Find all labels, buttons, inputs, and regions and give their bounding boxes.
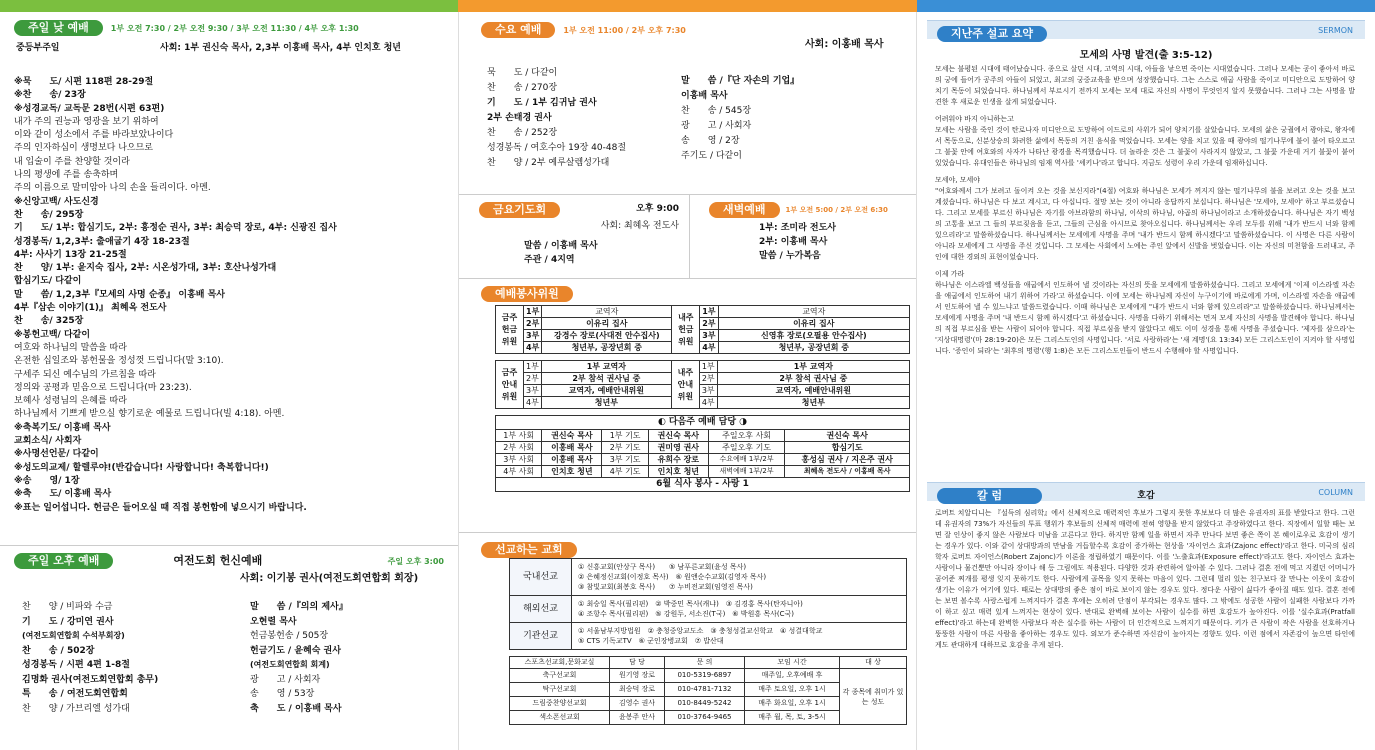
order-line: 내가 주의 권능과 영광을 보기 위하여 [14, 116, 159, 127]
dawn-worship-title: 새벽예배 [709, 202, 780, 218]
order-line: ※축복기도/ 이홍배 목사 [14, 422, 111, 433]
mission-table: 국내선교 ① 신흥교회(안상구 목사) ⑤ 남푸른교회(윤성 목사) ② 은혜정신교회(이정호 목사) ⑥ 원앤순수교회(김영자 목사) ③ 참빛교회(최봉호 목사) ⑦ 누비전교회(임영진 목사) 해외선교 ① 최승일 목사(필리핀) ② 박중민 목사(캐냐) ③ 김경홍 목사(탄자니아) ④ 조항수 목사(필리핀) ⑤ 강원두, 서소진(T국) ⑥ 박원흥 목사(C국) 기관선교 ① 서울남부지방법원 ② 충청중앙교도소 ③ 충청성결교신학교 ④ 성결대학교 ⑤ CTS 기독교TV ⑥ 군인장병교회 ⑦ 밥산대 [509, 558, 907, 650]
guide-table: 금주 안내 위원 1부 1부 교역자 내주 안내 위원 1부 1부 교역자 2부 2부 참석 권사님 중 2부 2부 참석 권사님 중 3부 교역자, 예배안내위원 3부 교역자, 예배안내위원 4부 청년부 4부 청년부 [495, 360, 910, 409]
sermon-title: 지난주 설교 요약 [937, 26, 1047, 42]
afternoon-line: 헌금봉헌송 / 505장 [250, 631, 329, 641]
afternoon-line: 축 도 / 이홍배 목사 [250, 703, 342, 714]
afternoon-line: 찬 양 / 비파와 수금 [22, 602, 113, 612]
afternoon-line: (여전도회연합회 회계) [250, 660, 330, 669]
afternoon-worship-name: 여전도회 헌신예배 [173, 554, 263, 568]
afternoon-line: 헌금기도 / 윤혜숙 권사 [250, 645, 341, 656]
sunday-worship-title: 주일 낮 예배 [14, 20, 103, 36]
volunteer-title: 예배봉사위원 [481, 286, 573, 302]
order-line: ※표는 일어섭니다. 헌금은 들어오실 때 직접 봉헌함에 넣으시기 바랍니다. [14, 502, 307, 513]
afternoon-line: 송 영 / 53장 [250, 689, 315, 699]
wed-line: 찬 송 / 545장 [681, 106, 752, 116]
order-line: 합심기도/ 다같이 [14, 276, 82, 287]
afternoon-line: 찬 송 / 502장 [22, 645, 95, 656]
dawn-worship-block [709, 202, 909, 263]
wed-line: 송 영 / 2장 [681, 136, 740, 146]
afternoon-line: (여전도회연합회 수석부회장) [22, 631, 125, 640]
dawn-line: 말씀 / 누가복음 [759, 251, 821, 261]
sunday-leaders: 사회: 1부 권신숙 목사, 2,3부 이홍배 목사, 4부 인치호 청년 [160, 43, 401, 53]
order-line: ※묵 도/ 시편 118편 28-29절 [14, 77, 154, 87]
order-line: 4부『삼손 이야기(1)』 최혜옥 전도사 [14, 303, 167, 314]
afternoon-line: 성경봉독 / 시편 4편 1-8절 [22, 660, 130, 670]
afternoon-worship-time: 주일 오후 3:00 [387, 556, 444, 566]
order-line: 이와 같이 성소에서 주를 바라보았나이다 [14, 130, 174, 141]
order-line: ※찬 송/ 23장 [14, 90, 86, 101]
wednesday-left-list [487, 66, 626, 171]
sunday-worship-column [0, 12, 458, 750]
order-line: 4부: 사사기 13장 21-25절 [14, 249, 127, 260]
wed-line: 찬 송 / 252장 [487, 128, 558, 138]
afternoon-line: 기 도 / 강미연 권사 [22, 616, 114, 627]
order-line: 주의 인자하심이 생명보다 나으므로 [14, 143, 153, 154]
mission-title: 선교하는 교회 [481, 542, 577, 558]
wednesday-leader: 사회: 이홍배 목사 [805, 39, 884, 50]
sunday-heading: 중등부주일 [16, 43, 60, 53]
sermon-paragraph: 모세는 사람을 죽인 것이 탄로나자 미디안으로 도망하여 이드로의 사위가 되어 양치기를 살았습니다. 모세의 삶은 궁궐에서 광야로, 왕자에서 목동으로, 신분상승의 화려한 삶에서 목동의 거친 음식을 먹었습니다. 모세는 양을 치고 있을 때 광야의 떨기나무에 불이 붙어 타오르고 그 불꽃 안에 여호와의 사자가 나타난 광경을 목격했습니다. 더 놀라운 것은 그 불꽃이 사라지지 않았고, 그 불꽃 가운데 거기 불꽃이 붙어 있었습니다. 유대인들은 하나님의 임재 역사를 '셰키나'라고 합니다. 지금도 성령이 우리 가운데 임재하십니다. [935, 126, 1355, 167]
order-line: 교회소식/ 사회자 [14, 436, 82, 447]
wednesday-worship-title: 수요 예배 [481, 22, 555, 38]
order-line: 기 도/ 1부: 합심기도, 2부: 홍정순 권사, 3부: 최승덕 장로, 4부: 신광진 집사 [14, 223, 337, 234]
order-line: 구세주 되신 예수님의 가르침을 따라 [14, 369, 156, 380]
afternoon-worship-title: 주일 오후 예배 [14, 553, 113, 569]
order-line: 말 씀/ 1,2,3부『모세의 사명 순종』 이홍배 목사 [14, 289, 225, 300]
weekday-worship-column [458, 12, 917, 750]
next-week-title: ◐ 다음주 예배 담당 ◑ [496, 416, 910, 430]
dawn-worship-time: 1부 오전 5:00 / 2부 오전 6:30 [785, 206, 888, 214]
afternoon-line: 김명화 권사(여전도회연합회 총무) [22, 674, 159, 685]
order-line: 찬 양/ 1부: 윤지숙 집사, 2부: 시온성가대, 3부: 호산나성가대 [14, 263, 277, 274]
sermon-paragraph: "여호와께서 그가 보려고 돌이켜 오는 것을 보신지라"(4절) 여호와 하나님은 모세가 꺼지지 않는 떨기나무의 불을 보려고 오는 것을 보고 계셨습니다. 하나님은 다 보고 계시고, 다 아십니다. 절망 보는 것이 아니라 응답까지 보십니다. 하나님은 '모세야, 모세야' 하고 부르셨습니다. 그리고 모세를 부르신 하나님은 자기를 아브라함의 하나님, 이삭의 하나님, 야곱의 하나님이라고 소개하셨습니다. 하나님은 자기 백성의 고통을 보고 그 들의 부르짖음을 듣고, 그들의 근심을 아시므로 찾아오십니다. 하나님께서는 우리 모두를 위해 '내가 반드시 너와 함께 있으리라'고 말씀하셨습니다. 하나님께서는 모세에게 사명을 주며 '내가 반드시 함께 하시겠다'고 말씀하셨습니다. 이 사명은 다른 사람이 아니라 모세에게 그 사명을 주신 것입니다. 그 모세는 사회에서 노예는 주인 앞에서 신발을 벗었습니다. 이는 자신의 미천함을 드러내고, 주인에 대한 경외의 표현이었습니다. [935, 187, 1355, 261]
wed-line: 2부 손태경 권사 [487, 113, 552, 123]
sermon-subheading: 이제 가라 [935, 270, 965, 278]
column-title: 칼 럼 [937, 488, 1042, 504]
order-line: ※사명선언문/ 다같이 [14, 449, 99, 460]
order-line: 성경봉독/ 1,2,3부: 출애굽기 4장 18-23절 [14, 236, 190, 247]
order-line: 하나님께서 기쁘게 받으실 향기로운 예물로 드립니다(빌 4:18). 아멘. [14, 409, 285, 420]
meal-service-note: 6월 식사 봉사 - 사랑 1 [496, 478, 910, 492]
sports-table: 스포츠선교회,문화교실 담 당 문 의 모임 시간 대 상 축구선교회 원기영 장로 010-5319-6897 매주일, 오후예배 후 각 종목에 취미가 있는 성도 탁구선교회 최승덕 장로 010-4781-7132 매주 토요일, 오후 1시 드림중찬양선교회 김영수 권사 010-8449-5242 매주 화요일, 오후 1시 색소폰선교회 윤봉주 안사 010-3764-9465 매주 월, 목, 토, 3-5시 [509, 656, 907, 725]
sermon-heading: 모세의 사명 발견(출 3:5-12) [1079, 50, 1213, 61]
wed-line: 광 고 / 사회자 [681, 121, 752, 131]
order-line: ※신앙고백/ 사도신경 [14, 196, 99, 207]
wed-line: 묵 도 / 다같이 [487, 68, 558, 78]
friday-prayer-title: 금요기도회 [479, 202, 560, 218]
friday-line: 주관 / 4지역 [524, 255, 575, 266]
sermon-body [935, 64, 1355, 469]
next-week-table: ◐ 다음주 예배 담당 ◑ 1부 사회 권신숙 목사 1부 기도 권신숙 목사 주일오후 사회 권신숙 목사 2부 사회 이홍배 목사 2부 기도 권미영 권사 주일오후 기도 합심기도 3부 사회 이홍배 목사 3부 기도 유희수 장로 수요예배 1부/2부 홍성심 권사 / 지은주 권사 4부 사회 인치호 청년 4부 기도 인치호 청년 새벽예배 1부/2부 최혜옥 전도사 / 이홍배 목사 6월 식사 봉사 - 사랑 1 [495, 415, 910, 492]
order-line: 찬 송/ 295장 [14, 209, 84, 220]
wed-line: 성경봉독 / 여호수아 19장 40-48절 [487, 143, 627, 153]
dawn-line: 2부: 이홍배 목사 [759, 237, 828, 247]
sunday-worship-times: 1부 오전 7:30 / 2부 오전 9:30 / 3부 오전 11:30 / 4부 오후 1:30 [110, 23, 359, 33]
sermon-subheading: 어려워야 바지 아니하는고 [935, 115, 1014, 123]
wed-line: 기 도 / 1부 김귀남 권사 [487, 98, 597, 108]
top-color-band [0, 0, 1375, 12]
friday-line: 말씀 / 이홍배 목사 [524, 241, 598, 252]
sermon-en-label: SERMON [1318, 26, 1353, 35]
sunday-order-list [14, 76, 337, 515]
afternoon-line: 말 씀 /『의의 제사』 [250, 602, 348, 612]
order-line: 보혜사 성령님의 은혜를 따라 [14, 396, 127, 407]
afternoon-leader: 사회: 이기봉 권사(여전도회연합회 회장) [240, 573, 419, 584]
order-line: ※성도의교제/ 할렐루야!(반갑습니다! 사랑합니다! 축복합니다!) [14, 462, 269, 473]
sermon-subheading: 모세야, 모세야 [935, 176, 981, 184]
afternoon-line: 특 송 / 여전도회연합회 [22, 689, 128, 699]
column-heading: 호감 [1137, 491, 1155, 501]
afternoon-right-list [250, 600, 348, 716]
wednesday-right-list [681, 74, 799, 164]
order-line: 여호와 하나님의 말씀을 따라 [14, 342, 127, 353]
order-line: ※축 도/ 이홍배 목사 [14, 489, 112, 500]
order-line: 내 입술이 주를 찬양할 것이라 [14, 156, 130, 167]
order-line: ※봉헌고백/ 다같이 [14, 329, 91, 340]
friday-prayer-leader: 사회: 최혜옥 전도사 [600, 221, 679, 231]
order-line: 온전한 십일조와 봉헌물을 정성껏 드립니다(말 3:10). [14, 356, 224, 367]
friday-prayer-block [479, 202, 679, 267]
volunteer-table: 금주 헌금 위원 1부 교역자 내주 헌금 위원 1부 교역자 2부 이유리 집사 2부 이유리 집사 3부 강경수 장로(사대전 안수집사) 3부 신영휴 장로(오필용 안수집사) 4부 청년부, 공장년회 중 4부 청년부, 공장년회 중 [495, 305, 910, 354]
afternoon-left-list [22, 600, 158, 716]
column-paragraph: 로버트 치알디니는 『설득의 심리학』에서 신체적으로 매력적인 후보가 그렇지 못한 후보보다 더 많은 유권자의 표를 받았다고 한다. 그런데 유권자의 73%가 자신들의 투표 행위가 후보들의 신체적 매력에 전혀 영향을 받지 않았다고 주장하였다고 한다. 직장에서 일할 때는 보면 잘 인상이 좋지 않은 사람보다 미남을 고른다고 한다. 하지만 함께 일을 하면서 자주 만나다 보면 좋은 쪽이 본 혜이로우로 호감이 생기는 경우가 있다. 이와 같이 상대방과의 만남을 거듭할수록 호감이 증가하는 현상을 '자이언스 효과(Zajonc effect)'라고 한다. 미국의 심리학자 로버트 자이언스(Robert Zajonc)가 이론을 정립하였기 때문이다. 이를 '노출효과(Exposure effect)'라고도 한다. 자이언스 효과는 사람이나 물건뿐만 아니라 장이나 해 등 그림에도 적용된다. 다양한 것과 관련하여 알아볼 수 있다. 그러나 결혼 전에 먹고 지켰던 어머니가 곰어준 찌개를 평생 잊지 못하기도 한다. 사람에게 골목을 잊지 못하는 마음이 있다. 그런데 멀리 있는 친구보다 잘 만나는 이웃이 호감이 생기는 이유가 여기에 있다. 때로는 상대방의 좋은 점이 바로 보이지 않는 경우도 있다. 정다운 사람이 싫다가 좋아질 때도 있다. 결혼 전에는 보면 볼수록 사랑스럽게 느껴지다가 결혼 후에는 오히려 단점이 부각되는 경우도 많다. 그 밖에도 성공한 사람이 실패한 사람보다 가까이 하고 싶고 매력 있게 느껴지는 현상이 있다. 반대로 완벽해 보이는 사람이 실수를 하면 호감도가 높아진다. 이를 '실수효과(Pratfall effect)'라고 하는데 완벽한 사람보다 작은 실수를 하는 사람이 더 인간적으로 느껴지기 때문이다. 키가 큰 사람이 작은 사람을 선호하거나 뚱뚱한 사람이 마른 사람을 좋아하는 경우도 있다. 외모가 준수하면 자신감이 높아지는 경향도 있다. 이런 점에서 자존감이 높으면 타인에게도 관대하게 대하므로 호감을 주게 된다. [935, 509, 1355, 649]
sermon-paragraph: 모세는 불평된 시대에 태어났습니다. 종으로 살던 시대, 고역의 시대, 아들을 낳으면 죽이는 시대였습니다. 그러나 모세는 공이 좋아서 바로의 궁에 들어가 공주의 아들이 되었고, 최고의 궁중교육을 받으며 성장했습니다. 그는 스스로 애굽 사람을 죽이고 미디안으로 도망하여 양치기 목동이 되었습니다. 하나님께서 부르시기 전까지 모세는 모세 대로 자신의 사명이 무엇인지 알지 못했습니다. 그러나 그는 사명을 발견한 후 새로운 인생을 살게 되었습니다. [935, 65, 1355, 106]
wed-line: 주기도 / 다같이 [681, 151, 742, 161]
wednesday-worship-time: 1부 오전 11:00 / 2부 오후 7:30 [563, 25, 686, 35]
afternoon-line: 오현렬 목사 [250, 616, 297, 627]
column-en-label: COLUMN [1318, 488, 1353, 497]
volunteer-tables [495, 305, 910, 492]
wed-line: 말 씀 /『단 자손의 기업』 [681, 76, 800, 86]
sermon-column-panel [917, 12, 1375, 750]
wed-line: 찬 양 / 2부 예루살렘성가대 [487, 158, 610, 168]
column-body [935, 508, 1355, 744]
wed-line: 찬 송 / 270장 [487, 83, 558, 93]
wed-line: 이홍배 목사 [681, 91, 728, 101]
order-line: 찬 송/ 325장 [14, 316, 84, 327]
order-line: 주의 이름으로 말미암아 나의 손을 들리이다. 아멘. [14, 183, 211, 194]
order-line: 나의 평생에 주를 송축하며 [14, 170, 119, 181]
afternoon-line: 찬 양 / 가브리엘 성가대 [22, 703, 130, 714]
afternoon-line: 광 고 / 사회자 [250, 674, 321, 685]
mission-table-wrap [509, 558, 907, 725]
dawn-line: 1부: 조미라 전도사 [759, 223, 836, 233]
friday-prayer-time: 오후 9:00 [636, 204, 679, 215]
order-line: ※송 영/ 1장 [14, 475, 80, 486]
order-line: ※성경교독/ 교독문 28번(시편 63편) [14, 103, 165, 114]
order-line: 정의와 공평과 믿음으로 드립니다(마 23:23). [14, 382, 192, 393]
sermon-paragraph: 하나님은 이스라엘 백성들을 애굽에서 인도하여 낼 것이라는 자신의 뜻을 모세에게 말씀하셨습니다. 그리고 모세에게 '이제 이스라엘 자손을 애굽에서 인도하여 내기 위하여 가라'고 하셨습니다. 이에 모세는 하나님께 자신이 누구이기에 바로에게 가며, 이스라엘 자손을 애굽에서 인도하여 낼 수 있느냐고 말씀드렸습니다. 이때 하나님은 모세에게 "내가 반드시 너와 함께 있으리라"고 말씀하셨습니다. 하나님께서는 모세에게 사명을 주며 '내 반드시 함께 하시겠다'고 하셨습니다. 사명을 다하기 위해서는 먼저 모세 자신의 사명을 발견해야 합니다. 하나님의 직접 부르심을 받는 사람이 되어야 합니다. 직접 부르심을 받지 않았다고 해도 이미 성경을 통해 사명을 주셨습니다. '제자를 삼으라'는 '지상대명령'(마 28:19-20)은 모든 그리스도인의 사명입니다. '서로 사랑하라'는 '새 계명'(요 13:34) 모든 그리스도인이 지켜야 할 사명입니다. '증인이 되라'는 '최후의 명령'(행 1:8)은 모든 그리스도인들이 반드시 수행해야 할 사명입니다. [935, 281, 1355, 355]
